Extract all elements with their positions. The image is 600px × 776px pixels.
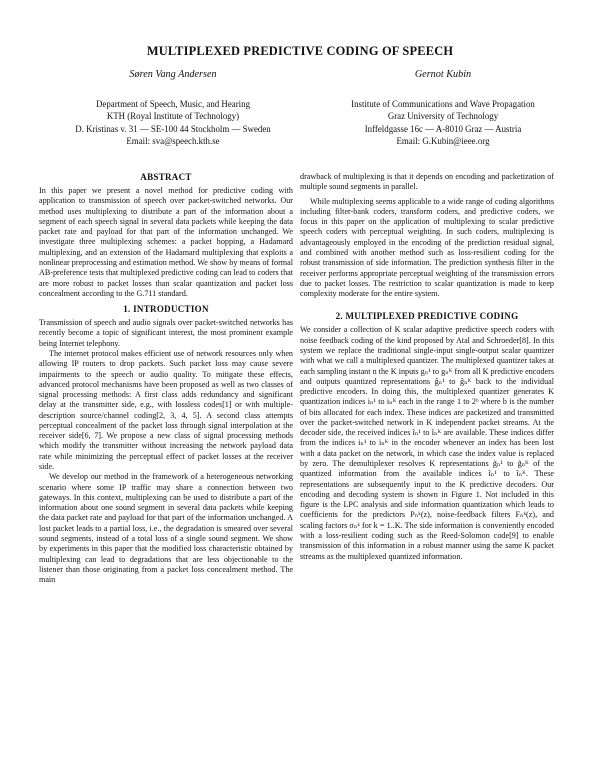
introduction-paragraph: We develop our method in the framework of a heterogeneous networking scenario where some IP traffic may share a connection between two gateways. In this context, multiplexing can be used to distribute a part of the information about one sound segment in several data packets while keeping the data packet rate and payload for that part of the information unchanged. A lost packet leads to a partial loss, i.e., the degradation is smeared over several sound segments, instead of a total loss of a single sound segment. We show by experiments in this paper that the modified loss characteristic obtained by multiplexing can lead to degradations that are less objectionable to the listener than those originating from a packet loss concealment method. The main	[39, 472, 293, 585]
section2-text: We consider a collection of K scalar adaptive predictive speech coders with noise feedback coding of the kind proposed by Atal and Schroeder[8]. In this system we replace the traditional single-input single-output scalar quantizer with what we call a multiplexed quantizer. The multiplexed quantizer takes at each sampling instant n the K inputs gₙ¹ to gₙᴷ from all K predictive encoders and outputs quantized representations ĝₙ¹ to ĝₙᴷ back to the individual predictive encoders. In doing this, the multiplexed quantizer generates K quantization indices iₙ¹ to iₙᴷ each in the range 1 to 2ᵇ where b is the number of bits allocated for each index. These indices are packetized and transmitted over the packet-switched network in K independent packet streams. At the decoder side, the received indices ĩₙ¹ to ĩₙᴷ are available. These indices differ from the indices iₙ¹ to iₙᴷ in the encoder whenever an index has been lost with a data packet on the network, in which case the index value is replaced by zero. The demultiplexer resolves K representations g̃ₙ¹ to g̃ₙᴷ of the quantized information from the available indices ĩₙ¹ to ĩₙᴷ. These representations are subsequently input to the K predictive decoders. Our encoding and decoding system is shown in Figure 1. Not included in this figure is the LPC analysis and side information quantization which leads to coefficients for the predictors Pₙᵏ(z), noise-feedback filters Fₙᵏ(z), and scaling factors σₙᵏ for k = 1..K. The side information is conveniently encoded with a loss-resilient coding such as the Reed-Solomon code[9] to enable transmission of this information in a robust manner using the same K packet streams as the multiplexed quantized information.	[300, 325, 554, 561]
author-block-1	[48, 69, 298, 147]
author-affiliation-line: Department of Speech, Music, and Hearing	[95, 99, 251, 109]
author-address-line: Inffeldgasse 16c — A-8010 Graz — Austria	[364, 123, 522, 134]
author-email: Email: G.Kubin@ieee.org	[396, 135, 490, 146]
abstract-text: In this paper we present a novel method for predictive coding with application to transmission of speech over packet-switched networks. Our method uses multiplexing to distribute a part of the information about a segment of each speech signal in several data packets while keeping the data packet rate and payload for that part of the information unchanged. We investigate three multiplexing schemes: a packet hopping, a Hadamard multiplexing, and an extension of the Hadamard multiplexing that exploits a nonlinear preprocessing and estimation method. We show by means of formal AB-preference tests that multiplexed predictive coding can lead to coders that are more robust to packet losses than scalar quantization and packet loss concealment according to the G.711 standard.	[39, 186, 293, 298]
author-address-line: D. Kristinas v. 31 — SE-100 44 Stockholm — Sweden	[75, 123, 271, 134]
author-affiliation-line: KTH (Royal Institute of Technology)	[106, 111, 240, 122]
introduction-paragraph: Transmission of speech and audio signals over packet-switched networks has recently become a topic of significant interest, the most prominent example being Internet telephony.	[39, 318, 293, 348]
abstract-heading: ABSTRACT	[140, 172, 192, 182]
paper-title: MULTIPLEXED PREDICTIVE CODING OF SPEECH	[146, 44, 454, 58]
author-affiliation-line: Institute of Communications and Wave Propagation	[351, 99, 535, 109]
author-block-2	[318, 69, 568, 147]
left-column	[39, 172, 293, 585]
body-paragraph: drawback of multiplexing is that it depends on encoding and packetization of multiple sound segments in parallel.	[300, 172, 554, 192]
author-email: Email: sva@speech.kth.se	[126, 135, 220, 146]
body-paragraph: While multiplexing seems applicable to a wide range of coding algorithms including filter-bank coders, transform coders, and predictive coders, we focus in this paper on the application of multiplexing to scalar predictive speech coders with perceptual weighting. In such coders, multiplexing is advantageously employed in the encoding of the prediction residual signal, and combined with another method such as loss-resilient coding for the robust transmission of side information. The prediction synthesis filter in the receiver performs appropriate perceptual weighting of the transmission errors due to packet losses. The restriction to scalar quantization is made to keep complexity moderate for the entire system.	[300, 196, 554, 299]
author-affiliation-line: Graz University of Technology	[387, 111, 499, 122]
introduction-paragraph: The internet protocol makes efficient use of network resources only when allowing IP routers to drop packets. Such packet loss may cause severe impairments to the speech or audio quality. To mitigate these effects, advanced protocol mechanisms have been proposed as well as two classes of signal processing methods: A first class adds redundancy and significant delay at the transmitter side, e.g., with lossless codes[1] or with multiple-description source/channel coding[2, 3, 4, 5]. A second class attempts perceptual concealment of the packet loss through signal interpolation at the receiver side[6, 7]. We propose a new class of signal processing methods which modify the transmitter without increasing the network payload data rate while minimizing the perceptual effect of packet losses at the receiver side.	[39, 348, 293, 472]
author-name: Gernot Kubin	[414, 69, 472, 80]
introduction-heading: 1. INTRODUCTION	[123, 304, 209, 315]
author-name: Søren Vang Andersen	[129, 69, 217, 80]
section2-heading: 2. MULTIPLEXED PREDICTIVE CODING	[335, 311, 519, 322]
right-column	[300, 172, 554, 562]
